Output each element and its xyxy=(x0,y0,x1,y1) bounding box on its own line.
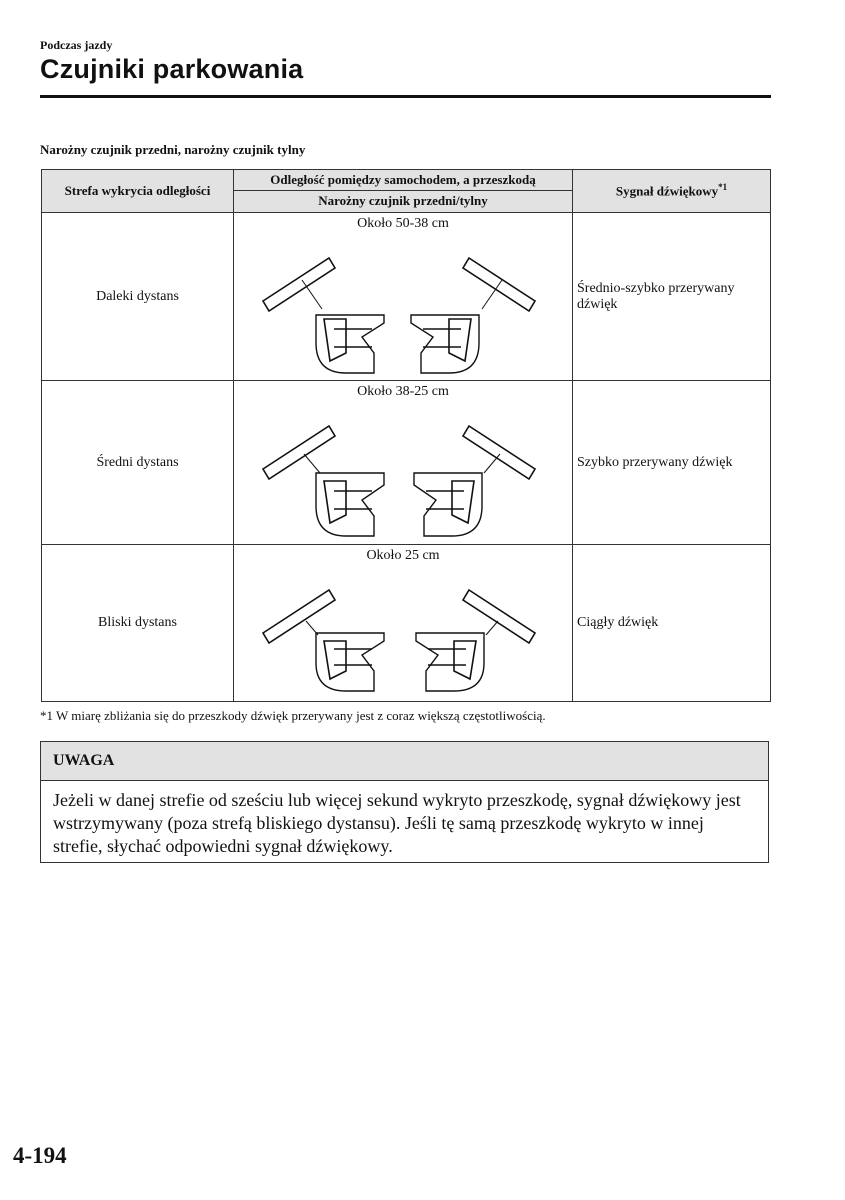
page-title: Czujniki parkowania xyxy=(40,54,304,84)
header-distance: Odległość pomiędzy samochodem, a przeszkodą xyxy=(234,170,573,191)
detection-zones-table xyxy=(41,169,771,702)
title-divider xyxy=(40,95,771,98)
header-signal xyxy=(573,170,771,213)
table-row xyxy=(42,545,771,702)
zone-label: Daleki dystans xyxy=(42,213,234,381)
zone-label: Średni dystans xyxy=(42,381,234,545)
note-heading: UWAGA xyxy=(41,742,768,781)
corner-sensor-diagram-near xyxy=(234,545,573,702)
signal-label: Szybko przerywany dźwięk xyxy=(573,381,771,545)
corner-sensor-diagram-mid xyxy=(234,381,573,545)
diagram-cell xyxy=(234,545,573,702)
diagram-cell xyxy=(234,381,573,545)
distance-label: Około 38-25 cm xyxy=(357,384,449,399)
zone-label: Bliski dystans xyxy=(42,545,234,702)
note-body: Jeżeli w danej strefie od sześciu lub więcej sekund wykryto przeszkodę, sygnał dźwiękowy jest wstrzymywany (poza strefą bliskiego dystansu). Jeśli tę samą przeszkodę wykryto w innej strefie, słychać odpowiedni sygnał dźwiękowy. xyxy=(53,790,741,856)
header-zone: Strefa wykrycia odległości xyxy=(42,170,234,213)
footnote: *1 W miarę zbliżania się do przeszkody dźwięk przerywany jest z coraz większą częstotliwością. xyxy=(40,708,546,723)
signal-label: Średnio-szybko przerywany dźwięk xyxy=(573,213,771,381)
distance-label: Około 25 cm xyxy=(366,548,440,563)
section-label: Podczas jazdy xyxy=(40,38,113,52)
distance-label: Około 50-38 cm xyxy=(357,216,449,231)
header-distance-sub: Narożny czujnik przedni/tylny xyxy=(234,190,573,212)
note-box xyxy=(40,741,769,863)
corner-sensor-diagram-far xyxy=(234,213,573,381)
table-subheading: Narożny czujnik przedni, narożny czujnik tylny xyxy=(40,142,306,157)
footnote-ref: *1 xyxy=(718,182,728,193)
diagram-cell xyxy=(234,213,573,381)
table-row xyxy=(42,213,771,381)
table-row xyxy=(42,381,771,545)
header-signal-label: Sygnał dźwiękowy xyxy=(615,183,719,199)
page-number: 4-194 xyxy=(13,1143,67,1168)
signal-label: Ciągły dźwięk xyxy=(573,545,771,702)
